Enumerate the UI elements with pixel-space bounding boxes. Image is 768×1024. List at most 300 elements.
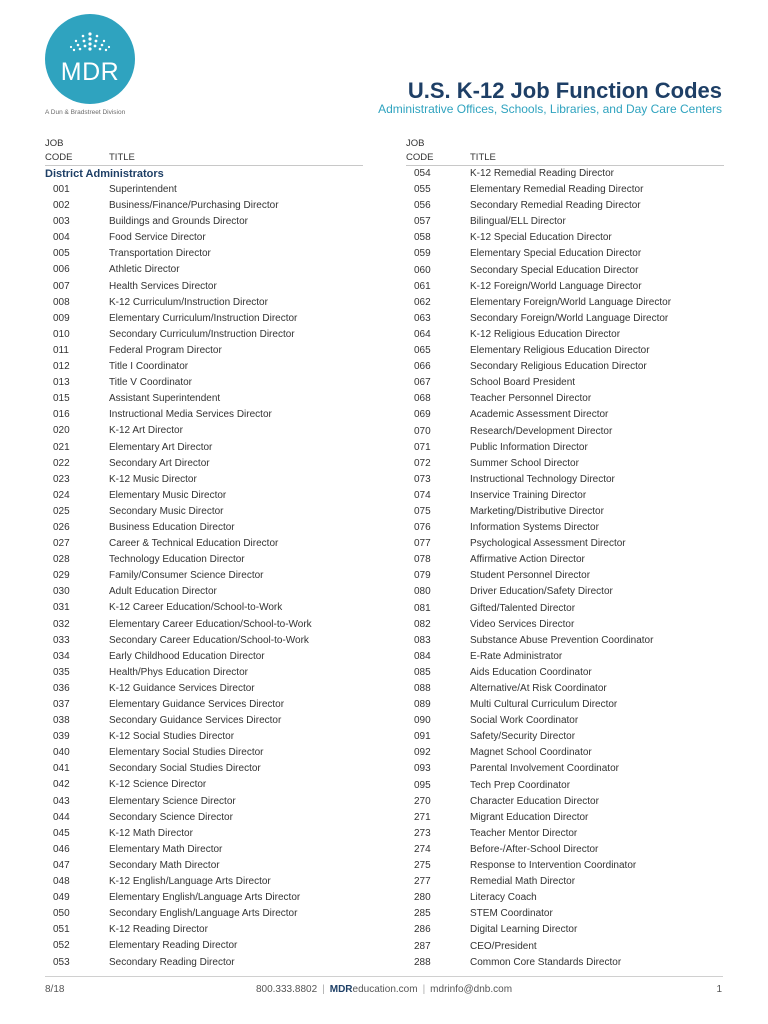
table-row xyxy=(406,214,724,230)
job-title: Business Education Director xyxy=(109,521,235,533)
job-code: 015 xyxy=(53,393,70,405)
table-row xyxy=(406,375,724,391)
job-code: 011 xyxy=(53,344,69,356)
table-row xyxy=(406,794,724,810)
header-code: CODE xyxy=(45,152,73,163)
job-code: 286 xyxy=(414,924,431,936)
job-title: Parental Involvement Coordinator xyxy=(470,763,619,775)
job-code: 080 xyxy=(414,586,431,598)
job-title: K-12 Curriculum/Instruction Director xyxy=(109,296,268,308)
job-code: 004 xyxy=(53,232,70,244)
table-row xyxy=(45,922,363,938)
table-row xyxy=(406,601,724,617)
job-code: 034 xyxy=(53,650,70,662)
table-row xyxy=(45,262,363,278)
table-row xyxy=(406,440,724,456)
job-code: 095 xyxy=(414,779,431,791)
job-title: Multi Cultural Curriculum Director xyxy=(470,699,618,711)
job-title: Secondary Religious Education Director xyxy=(470,361,647,373)
table-row xyxy=(45,633,363,649)
job-code: 057 xyxy=(414,216,431,228)
table-row xyxy=(406,246,724,262)
table-row xyxy=(406,279,724,295)
job-title: Public Information Director xyxy=(470,441,588,453)
table-row xyxy=(45,777,363,793)
job-code: 002 xyxy=(53,200,70,212)
job-code: 046 xyxy=(53,843,70,855)
job-code: 074 xyxy=(414,489,431,501)
table-row xyxy=(406,166,724,182)
table-row xyxy=(45,343,363,359)
table-row xyxy=(45,794,363,810)
footer-separator: | xyxy=(422,984,426,995)
table-row xyxy=(406,922,724,938)
table-row xyxy=(406,810,724,826)
job-code: 001 xyxy=(53,184,70,195)
column-header xyxy=(406,137,724,166)
job-code: 073 xyxy=(414,473,431,485)
job-code: 006 xyxy=(53,264,70,276)
table-row xyxy=(45,407,363,423)
job-title: Research/Development Director xyxy=(470,425,613,437)
job-code: 287 xyxy=(414,940,431,952)
job-title: Elementary Music Director xyxy=(109,489,227,501)
job-title: Aids Education Coordinator xyxy=(470,666,592,678)
job-title: STEM Coordinator xyxy=(470,908,553,920)
table-row xyxy=(406,424,724,440)
left-rows xyxy=(45,182,363,971)
job-title: Secondary Math Director xyxy=(109,859,220,871)
right-column xyxy=(406,137,724,971)
page-title: U.S. K-12 Job Function Codes xyxy=(407,78,722,103)
job-code: 275 xyxy=(414,860,431,872)
table-row xyxy=(45,858,363,874)
job-code: 038 xyxy=(53,715,70,727)
job-code: 042 xyxy=(53,779,70,791)
job-title: Substance Abuse Prevention Coordinator xyxy=(470,634,654,646)
job-title: K-12 Foreign/World Language Director xyxy=(470,280,642,292)
job-title: Before-/After-School Director xyxy=(470,843,599,855)
job-title: Secondary Reading Director xyxy=(109,956,235,968)
table-row xyxy=(406,311,724,327)
job-code: 092 xyxy=(414,747,431,759)
job-title: Elementary English/Language Arts Director xyxy=(109,892,301,904)
job-code: 043 xyxy=(53,795,70,807)
header-title: TITLE xyxy=(109,152,135,163)
job-code: 027 xyxy=(53,538,70,550)
job-code: 012 xyxy=(53,361,70,373)
table-row xyxy=(406,939,724,955)
job-code: 051 xyxy=(53,924,70,936)
job-title: Academic Assessment Director xyxy=(470,409,609,421)
job-title: Elementary Remedial Reading Director xyxy=(470,184,644,196)
table-row xyxy=(45,955,363,971)
table-row xyxy=(406,520,724,536)
job-title: Marketing/Distributive Director xyxy=(470,505,604,517)
table-row xyxy=(406,778,724,794)
table-row xyxy=(45,504,363,520)
job-code: 071 xyxy=(414,441,431,453)
job-code: 021 xyxy=(53,441,70,453)
footer-brand-bold[interactable]: MDR xyxy=(329,984,353,995)
table-row xyxy=(45,761,363,777)
table-row xyxy=(45,810,363,826)
table-row xyxy=(45,681,363,697)
job-title: K-12 Music Director xyxy=(109,473,197,485)
job-title: Business/Finance/Purchasing Director xyxy=(109,200,279,212)
right-rows xyxy=(406,166,724,971)
job-title: K-12 Social Studies Director xyxy=(109,731,235,743)
job-code: 270 xyxy=(414,795,431,807)
job-code: 013 xyxy=(53,377,70,389)
job-title: School Board President xyxy=(470,377,576,389)
column-header xyxy=(45,137,363,166)
job-title: Response to Intervention Coordinator xyxy=(470,860,637,872)
job-code: 063 xyxy=(414,312,431,324)
table-row xyxy=(45,697,363,713)
table-row xyxy=(45,552,363,568)
table-row xyxy=(406,263,724,279)
job-title: K-12 English/Language Arts Director xyxy=(109,876,271,888)
job-code: 274 xyxy=(414,843,431,855)
job-code: 022 xyxy=(53,457,70,469)
table-row xyxy=(45,906,363,922)
table-row xyxy=(406,713,724,729)
table-row xyxy=(406,536,724,552)
job-code: 068 xyxy=(414,393,431,405)
table-row xyxy=(45,842,363,858)
job-code: 079 xyxy=(414,570,431,582)
job-code: 089 xyxy=(414,699,431,711)
table-row xyxy=(406,230,724,246)
job-title: K-12 Special Education Director xyxy=(470,232,612,244)
job-code: 035 xyxy=(53,666,70,678)
table-row xyxy=(406,182,724,198)
job-code: 059 xyxy=(414,248,431,260)
job-title: Elementary Social Studies Director xyxy=(109,747,264,759)
table-row xyxy=(406,584,724,600)
job-title: Alternative/At Risk Coordinator xyxy=(470,683,607,694)
table-row xyxy=(45,295,363,311)
table-row xyxy=(45,890,363,906)
job-title: Video Services Director xyxy=(470,618,575,630)
job-code: 033 xyxy=(53,634,70,646)
table-row xyxy=(406,407,724,423)
job-code: 024 xyxy=(53,489,70,501)
job-title: Driver Education/Safety Director xyxy=(470,586,613,598)
job-title: Instructional Technology Director xyxy=(470,473,615,485)
table-row xyxy=(406,633,724,649)
job-title: Secondary Art Director xyxy=(109,457,210,469)
job-code: 052 xyxy=(53,940,70,952)
job-code: 061 xyxy=(414,280,431,292)
job-code: 036 xyxy=(53,682,70,694)
job-code: 077 xyxy=(414,538,431,550)
table-row xyxy=(45,198,363,214)
job-code: 062 xyxy=(414,296,431,308)
footer-brand-rest[interactable]: education.com xyxy=(352,984,418,995)
table-row xyxy=(45,938,363,954)
job-code: 008 xyxy=(53,296,70,308)
job-title: Health/Phys Education Director xyxy=(109,666,248,678)
job-code: 084 xyxy=(414,650,431,662)
table-row xyxy=(45,279,363,295)
logo-text: MDR xyxy=(60,58,120,86)
table-row xyxy=(406,295,724,311)
job-code: 007 xyxy=(53,280,70,292)
table-row xyxy=(45,440,363,456)
job-code: 032 xyxy=(53,618,70,630)
table-row xyxy=(45,488,363,504)
table-row xyxy=(45,246,363,262)
table-row xyxy=(406,343,724,359)
job-title: K-12 Guidance Services Director xyxy=(109,682,255,694)
job-title: K-12 Reading Director xyxy=(109,924,208,936)
job-code: 090 xyxy=(414,715,431,727)
job-code: 053 xyxy=(53,956,70,968)
job-title: Common Core Standards Director xyxy=(470,956,622,968)
job-code: 273 xyxy=(414,827,431,839)
job-code: 044 xyxy=(53,811,70,823)
footer-separator: | xyxy=(322,984,325,995)
table-row xyxy=(45,520,363,536)
job-title: Secondary Guidance Services Director xyxy=(109,715,282,727)
job-code: 072 xyxy=(414,457,431,469)
job-title: Remedial Math Director xyxy=(470,876,576,888)
footer-page-number: 1 xyxy=(716,984,722,995)
header-job: JOB xyxy=(406,138,425,149)
job-code: 065 xyxy=(414,345,431,357)
section-title: District Administrators xyxy=(45,168,164,180)
job-title: Secondary Science Director xyxy=(109,811,233,823)
table-row xyxy=(45,665,363,681)
table-row xyxy=(406,456,724,472)
table-row xyxy=(45,311,363,327)
job-title: K-12 Art Director xyxy=(109,425,183,437)
job-code: 067 xyxy=(414,377,431,389)
job-code: 091 xyxy=(414,731,431,743)
job-code: 078 xyxy=(414,554,431,566)
table-row xyxy=(45,214,363,230)
table-row xyxy=(406,552,724,568)
footer-date: 8/18 xyxy=(45,984,65,995)
job-title: Student Personnel Director xyxy=(470,570,591,582)
table-row xyxy=(406,729,724,745)
table-row xyxy=(45,649,363,665)
table-row xyxy=(406,761,724,777)
table-row xyxy=(45,568,363,584)
job-code: 016 xyxy=(53,409,70,421)
job-title: E-Rate Administrator xyxy=(470,650,563,662)
job-title: Secondary Foreign/World Language Director xyxy=(470,312,669,324)
job-code: 070 xyxy=(414,425,431,437)
table-row xyxy=(406,391,724,407)
job-title: Elementary Math Director xyxy=(109,843,223,855)
table-row xyxy=(45,230,363,246)
job-code: 288 xyxy=(414,956,431,968)
job-title: Social Work Coordinator xyxy=(470,715,579,727)
table-row xyxy=(45,600,363,616)
footer-phone[interactable]: 800.333.8802 xyxy=(255,984,318,995)
job-title: Secondary Career Education/School-to-Work xyxy=(109,634,309,646)
table-row xyxy=(406,745,724,761)
job-code: 056 xyxy=(414,200,431,212)
table-row xyxy=(406,472,724,488)
job-code: 081 xyxy=(414,602,431,614)
job-title: Family/Consumer Science Director xyxy=(109,570,264,582)
job-title: Elementary Science Director xyxy=(109,795,236,807)
job-title: Athletic Director xyxy=(109,264,180,276)
job-code: 083 xyxy=(414,634,431,646)
job-title: Information Systems Director xyxy=(470,522,599,534)
job-code: 049 xyxy=(53,892,70,904)
header-title: TITLE xyxy=(470,152,496,163)
job-code: 085 xyxy=(414,666,431,678)
job-title: Digital Learning Director xyxy=(470,924,578,936)
left-column xyxy=(45,137,363,971)
job-title: Psychological Assessment Director xyxy=(470,538,626,550)
table-row xyxy=(45,375,363,391)
table-row xyxy=(406,649,724,665)
table-row xyxy=(45,327,363,343)
job-code: 064 xyxy=(414,328,431,340)
job-code: 029 xyxy=(53,570,70,582)
table-row xyxy=(45,729,363,745)
table-row xyxy=(406,858,724,874)
job-title: Secondary Special Education Director xyxy=(470,264,639,276)
job-title: Teacher Personnel Director xyxy=(470,393,592,405)
job-title: Adult Education Director xyxy=(109,586,217,598)
table-row xyxy=(45,617,363,633)
job-code: 048 xyxy=(53,876,70,888)
job-code: 026 xyxy=(53,521,70,533)
job-title: Secondary Music Director xyxy=(109,505,224,517)
table-row xyxy=(45,391,363,407)
header-job: JOB xyxy=(45,138,64,149)
job-code: 028 xyxy=(53,554,70,566)
job-title: Secondary Curriculum/Instruction Director xyxy=(109,328,295,340)
job-title: Transportation Director xyxy=(109,248,211,260)
job-title: Tech Prep Coordinator xyxy=(470,779,571,791)
table-row xyxy=(406,890,724,906)
job-code: 075 xyxy=(414,505,431,517)
job-title: Elementary Art Director xyxy=(109,441,213,453)
job-code: 023 xyxy=(53,473,70,485)
footer-divider xyxy=(45,976,723,977)
job-code: 093 xyxy=(414,763,431,775)
job-title: K-12 Science Director xyxy=(109,779,207,791)
job-title: Technology Education Director xyxy=(109,554,245,566)
job-title: Elementary Career Education/School-to-Work xyxy=(109,618,312,630)
table-row xyxy=(406,488,724,504)
job-title: Literacy Coach xyxy=(470,892,537,904)
job-code: 285 xyxy=(414,908,431,920)
job-title: Bilingual/ELL Director xyxy=(470,216,566,228)
table-row xyxy=(45,826,363,842)
job-code: 003 xyxy=(53,216,70,228)
job-title: Secondary English/Language Arts Director xyxy=(109,908,298,920)
job-title: Elementary Guidance Services Director xyxy=(109,699,285,710)
job-code: 060 xyxy=(414,264,431,276)
job-code: 041 xyxy=(53,763,70,775)
job-code: 005 xyxy=(53,248,70,260)
table-row xyxy=(406,697,724,713)
table-row xyxy=(45,584,363,600)
job-code: 037 xyxy=(53,699,70,710)
job-code: 280 xyxy=(414,892,431,904)
table-row xyxy=(406,874,724,890)
table-row xyxy=(406,504,724,520)
job-title: Health Services Director xyxy=(109,280,217,292)
footer-contact xyxy=(0,984,768,995)
job-code: 050 xyxy=(53,908,70,920)
job-title: K-12 Career Education/School-to-Work xyxy=(109,602,283,614)
job-title: Affirmative Action Director xyxy=(470,554,585,566)
logo-tagline: A Dun & Bradstreet Division xyxy=(45,109,126,116)
job-title: Inservice Training Director xyxy=(470,489,587,501)
job-title: Career & Technical Education Director xyxy=(109,538,279,550)
job-code: 058 xyxy=(414,232,431,244)
table-row xyxy=(406,665,724,681)
job-title: Elementary Curriculum/Instruction Director xyxy=(109,312,298,324)
job-code: 031 xyxy=(53,602,70,614)
job-code: 088 xyxy=(414,683,431,694)
job-title: Gifted/Talented Director xyxy=(470,602,576,614)
job-title: K-12 Remedial Reading Director xyxy=(470,168,614,179)
job-code: 020 xyxy=(53,425,70,437)
job-title: Character Education Director xyxy=(470,795,599,807)
job-code: 047 xyxy=(53,859,70,871)
job-title: Summer School Director xyxy=(470,457,579,469)
job-code: 271 xyxy=(414,811,431,823)
job-title: K-12 Math Director xyxy=(109,827,193,839)
job-title: Superintendent xyxy=(109,184,177,195)
table-row xyxy=(45,456,363,472)
job-title: Early Childhood Education Director xyxy=(109,650,265,662)
table-row xyxy=(45,713,363,729)
job-code: 040 xyxy=(53,747,70,759)
job-title: Instructional Media Services Director xyxy=(109,409,272,421)
job-code: 045 xyxy=(53,827,70,839)
table-row xyxy=(406,617,724,633)
job-title: Elementary Religious Education Director xyxy=(470,345,650,357)
job-code: 066 xyxy=(414,361,431,373)
job-title: Elementary Foreign/World Language Director xyxy=(470,296,672,308)
header-code: CODE xyxy=(406,152,434,163)
job-title: Assistant Superintendent xyxy=(109,393,221,405)
job-title: Federal Program Director xyxy=(109,344,222,356)
table-row xyxy=(406,568,724,584)
job-title: CEO/President xyxy=(470,940,537,952)
job-code: 082 xyxy=(414,618,431,630)
job-title: Safety/Security Director xyxy=(470,731,576,743)
job-title: Food Service Director xyxy=(109,232,206,244)
job-title: Secondary Social Studies Director xyxy=(109,763,261,775)
footer-email[interactable]: mdrinfo@dnb.com xyxy=(430,984,513,995)
job-code: 054 xyxy=(414,168,431,179)
job-title: Title I Coordinator xyxy=(109,361,189,373)
table-row xyxy=(45,874,363,890)
job-code: 009 xyxy=(53,312,70,324)
job-title: Elementary Special Education Director xyxy=(470,248,642,260)
table-row xyxy=(45,423,363,439)
mdr-logo xyxy=(45,14,135,104)
page-subtitle: Administrative Offices, Schools, Libraries, and Day Care Centers xyxy=(378,102,722,116)
table-row xyxy=(45,182,363,198)
table-row xyxy=(406,198,724,214)
job-code: 010 xyxy=(53,328,70,340)
job-title: Teacher Mentor Director xyxy=(470,827,578,839)
